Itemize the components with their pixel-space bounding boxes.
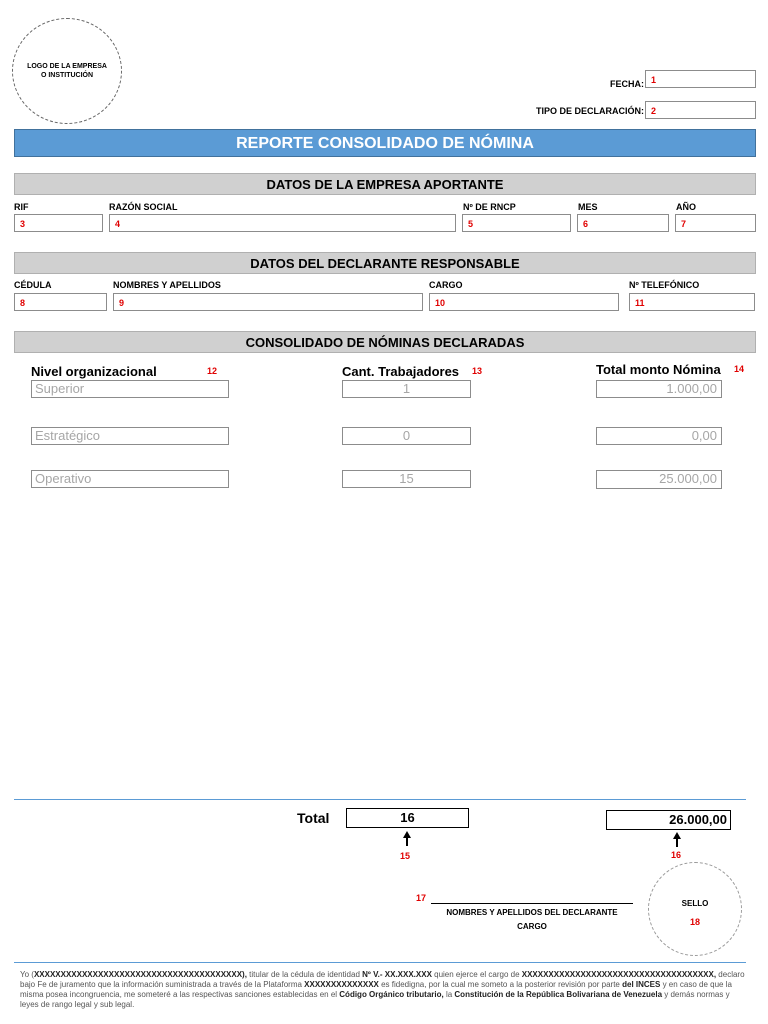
total-label: Total (297, 810, 330, 826)
column-number: 12 (207, 366, 218, 376)
firma-number: 17 (416, 893, 427, 903)
tipo-declaracion-label: TIPO DE DECLARACIÓN: (536, 106, 644, 116)
fecha-field[interactable] (645, 70, 756, 88)
field-number: 4 (115, 219, 121, 229)
field-number: 9 (119, 298, 125, 308)
field-number: 11 (635, 298, 645, 308)
nivel-header: Nivel organizacional (31, 364, 157, 379)
declarante-section-header: DATOS DEL DECLARANTE RESPONSABLE (14, 252, 756, 274)
nivel-operativo-field[interactable]: Operativo (31, 470, 229, 488)
logo-text-line2: O INSTITUCIÓN (40, 72, 94, 79)
cargo-label: CARGO (429, 280, 463, 290)
column-number: 13 (472, 366, 483, 376)
monto-superior-field[interactable]: 1.000,00 (596, 380, 722, 398)
mes-field[interactable] (577, 214, 669, 232)
field-number: 10 (435, 298, 446, 308)
total-monto-number: 16 (671, 850, 682, 860)
declaration-text: Yo (XXXXXXXXXXXXXXXXXXXXXXXXXXXXXXXXXXXXXXX), titular de la cédula de identidad Nº V.- XX.XXX.XXX quien ejerce el cargo de XXXXXXXXXXXXXXXXXXXXXXXXXXXXXXXXXXXX, declaro bajo Fe de juramento que la información suministrada a través de la Plataforma XXXXXXXXXXXXXX es fidedigna, por la cual me someto a la posterior revisión por parte del INCES y en caso de que la misma posea incongruencia, me someteré a las respectivas sanciones establecidas en el Código Orgánico tributario, la Constitución de la República Bolivariana de Venezuela y demás normas y leyes de rango legal y sub legal. (20, 970, 745, 1009)
monto-estrategico-field[interactable]: 0,00 (596, 427, 722, 445)
nivel-estrategico-field[interactable]: Estratégico (31, 427, 229, 445)
field-number: 1 (651, 75, 657, 85)
firma-nombres-label: NOMBRES Y APELLIDOS DEL DECLARANTE (446, 908, 618, 917)
report-title: REPORTE CONSOLIDADO DE NÓMINA (14, 129, 756, 157)
telefono-field[interactable] (629, 293, 755, 311)
field-number: 6 (583, 219, 589, 229)
sello-number: 18 (689, 917, 700, 927)
telefono-label: Nº TELEFÓNICO (629, 280, 700, 290)
total-cant-field[interactable]: 16 (346, 808, 469, 828)
field-number: 8 (20, 298, 26, 308)
signature-line (431, 903, 633, 904)
arrow-up-icon (403, 831, 411, 846)
cargo-field[interactable] (429, 293, 619, 311)
total-monto-field[interactable]: 26.000,00 (606, 810, 731, 830)
logo-text-line1: LOGO DE LA EMPRESA (27, 63, 107, 70)
rncp-label: Nº DE RNCP (463, 202, 516, 212)
razon-social-label: RAZÓN SOCIAL (109, 202, 178, 212)
field-number: 3 (20, 219, 26, 229)
fecha-label: FECHA: (610, 79, 644, 89)
sello-label: SELLO (681, 899, 709, 908)
firma-cargo-label: CARGO (517, 922, 547, 931)
monto-header: Total monto Nómina (596, 362, 721, 377)
cant-estrategico-field[interactable]: 0 (342, 427, 471, 445)
cedula-label: CÉDULA (14, 280, 52, 290)
field-number: 7 (681, 219, 687, 229)
tipo-declaracion-field[interactable] (645, 101, 756, 119)
cedula-field[interactable] (14, 293, 107, 311)
cant-operativo-field[interactable]: 15 (342, 470, 471, 488)
rif-field[interactable] (14, 214, 103, 232)
total-cant-number: 15 (400, 851, 411, 861)
mes-label: MES (578, 202, 598, 212)
field-number: 5 (468, 219, 474, 229)
anio-field[interactable] (675, 214, 756, 232)
stamp-placeholder (648, 862, 742, 956)
nombres-field[interactable] (113, 293, 423, 311)
cant-header: Cant. Trabajadores (342, 364, 460, 379)
rif-label: RIF (14, 202, 29, 212)
arrow-up-icon (673, 832, 681, 847)
field-number: 2 (651, 106, 657, 116)
empresa-section-header: DATOS DE LA EMPRESA APORTANTE (14, 173, 756, 195)
nombres-label: NOMBRES Y APELLIDOS (113, 280, 221, 290)
column-number: 14 (734, 364, 745, 374)
footer-divider (14, 962, 746, 963)
razon-social-field[interactable] (109, 214, 456, 232)
monto-operativo-field[interactable]: 25.000,00 (596, 470, 722, 489)
anio-label: AÑO (676, 202, 696, 212)
rncp-field[interactable] (462, 214, 571, 232)
cant-superior-field[interactable]: 1 (342, 380, 471, 398)
consolidado-section-header: CONSOLIDADO DE NÓMINAS DECLARADAS (14, 331, 756, 353)
divider-line (14, 799, 746, 800)
company-logo-placeholder (12, 18, 122, 124)
nivel-superior-field[interactable]: Superior (31, 380, 229, 398)
